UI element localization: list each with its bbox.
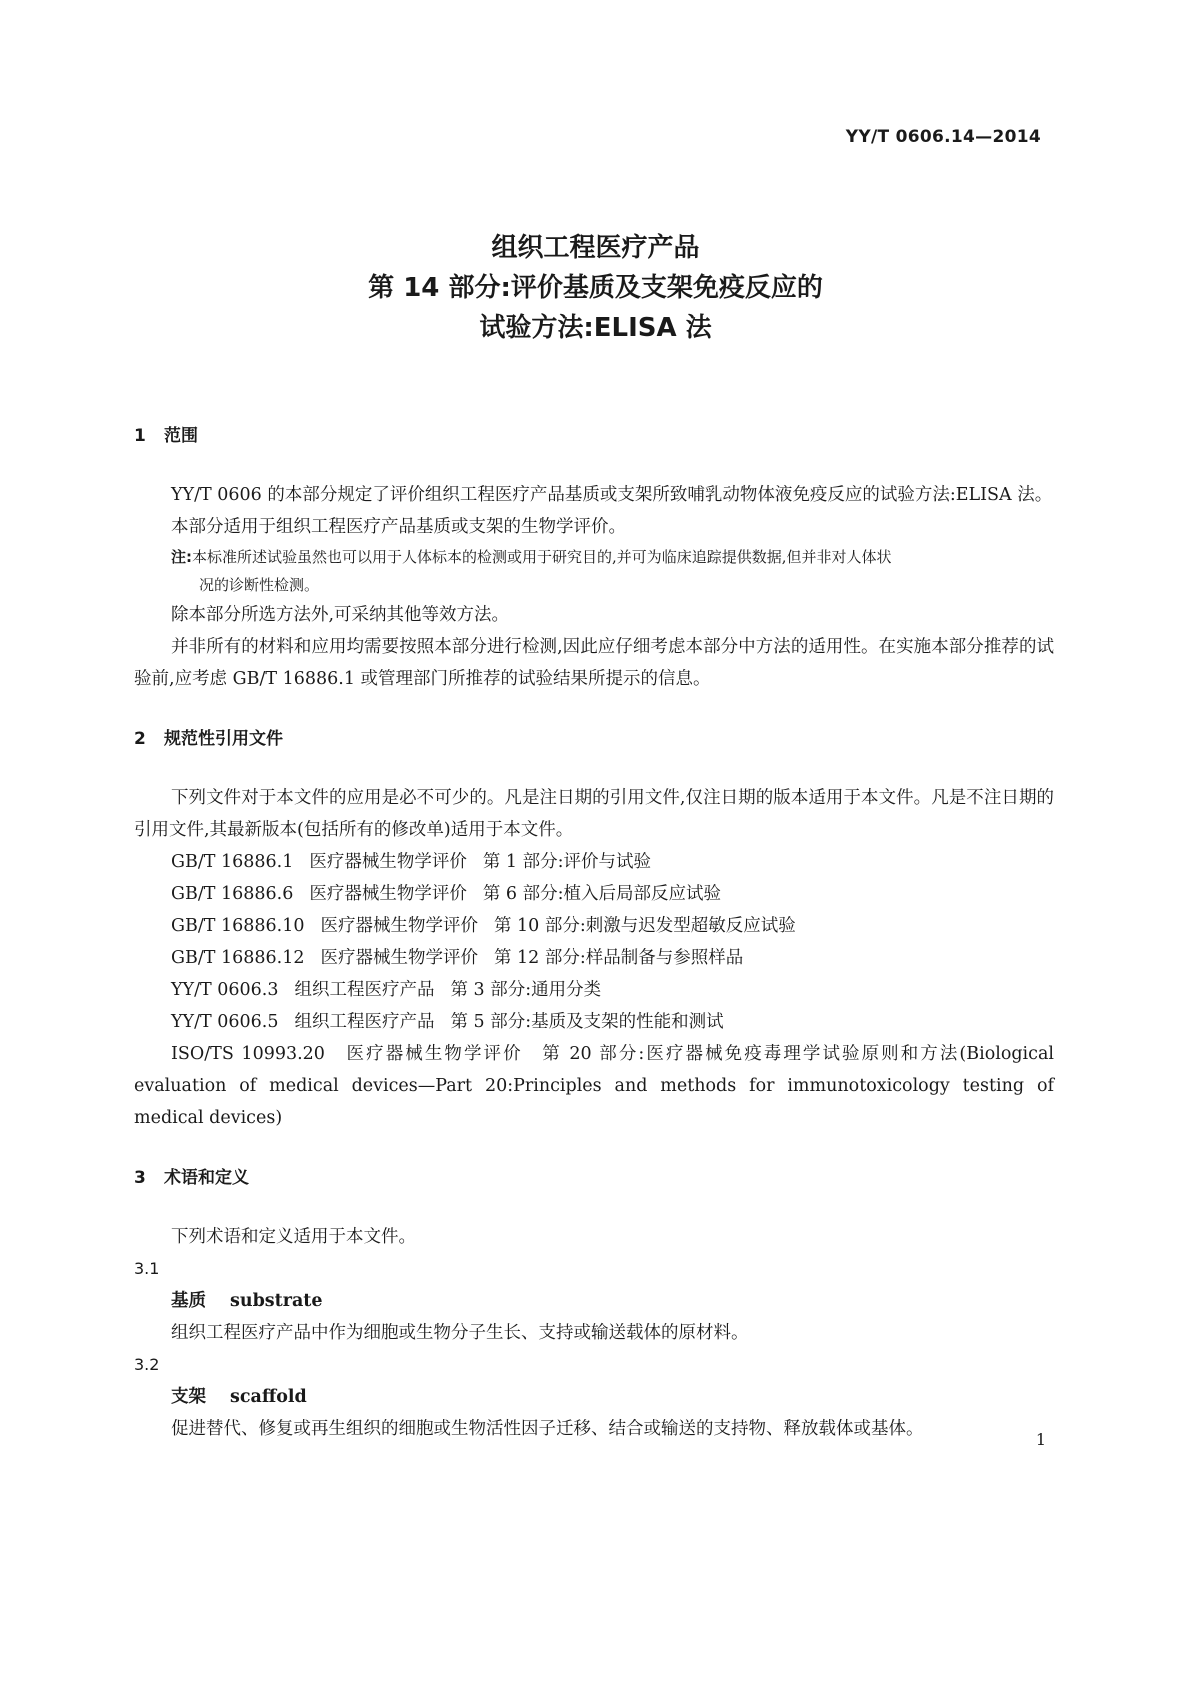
reference-item	[134, 942, 1054, 974]
reference-part: 第 10 部分:刺激与迟发型超敏反应试验	[493, 916, 796, 936]
reference-item	[134, 846, 1054, 878]
paragraph: 下列文件对于本文件的应用是必不可少的。凡是注日期的引用文件,仅注日期的版本适用于本文件。凡是不注日期的引用文件,其最新版本(包括所有的修改单)适用于本文件。	[134, 788, 1054, 840]
document-title	[0, 228, 1191, 348]
reference-code: YY/T 0606.3	[171, 980, 279, 1000]
paragraph: 除本部分所选方法外,可采纳其他等效方法。	[171, 605, 510, 625]
section-title: 规范性引用文件	[164, 729, 283, 749]
term-heading	[134, 1285, 1054, 1317]
term-number: 3.2	[134, 1355, 160, 1374]
reference-item	[134, 878, 1054, 910]
term-chinese: 基质	[171, 1291, 206, 1311]
reference-part: 第 6 部分:植入后局部反应试验	[482, 884, 721, 904]
section-terms-definitions	[134, 1162, 1054, 1445]
term-definition: 促进替代、修复或再生组织的细胞或生物活性因子迁移、结合或输送的支持物、释放载体或基体。	[171, 1419, 924, 1439]
reference-title: 组织工程医疗产品	[294, 1012, 435, 1032]
reference-code: GB/T 16886.1	[171, 852, 294, 872]
document-body	[134, 420, 1054, 1445]
reference-title: 医疗器械生物学评价	[309, 852, 467, 872]
reference-code: GB/T 16886.6	[171, 884, 294, 904]
term-definition: 组织工程医疗产品中作为细胞或生物分子生长、支持或输送载体的原材料。	[171, 1323, 749, 1343]
section-title: 术语和定义	[164, 1168, 249, 1188]
reference-title: 医疗器械生物学评价	[320, 916, 478, 936]
section-heading-scope	[134, 420, 1054, 452]
term-heading	[134, 1381, 1054, 1413]
paragraph: YY/T 0606 的本部分规定了评价组织工程医疗产品基质或支架所致哺乳动物体液免疫反应的试验方法:ELISA 法。	[171, 485, 1053, 505]
term-chinese: 支架	[171, 1387, 206, 1407]
note	[134, 543, 1054, 599]
section-number: 2	[134, 729, 146, 749]
term-entry	[134, 1349, 1054, 1445]
term-number: 3.1	[134, 1259, 160, 1278]
reference-code: GB/T 16886.10	[171, 916, 305, 936]
note-text: 本标准所述试验虽然也可以用于人体标本的检测或用于研究目的,并可为临床追踪提供数据,但并非对人体状	[192, 548, 892, 566]
section-normative-references	[134, 723, 1054, 1134]
reference-item	[134, 1006, 1054, 1038]
term-english: substrate	[230, 1291, 323, 1311]
reference-part: 第 5 部分:基质及支架的性能和测试	[450, 1012, 724, 1032]
reference-code: GB/T 16886.12	[171, 948, 305, 968]
note-text-continued: 况的诊断性检测。	[199, 576, 320, 594]
reference-code: YY/T 0606.5	[171, 1012, 279, 1032]
reference-part: 第 12 部分:样品制备与参照样品	[493, 948, 744, 968]
standard-code: YY/T 0606.14—2014	[845, 127, 1041, 147]
page-number: 1	[1035, 1430, 1046, 1449]
section-scope	[134, 420, 1054, 695]
section-title: 范围	[164, 426, 198, 446]
section-heading-normative-references	[134, 723, 1054, 755]
term-entry	[134, 1253, 1054, 1349]
section-heading-terms	[134, 1162, 1054, 1194]
note-label: 注:	[171, 548, 192, 566]
paragraph: 本部分适用于组织工程医疗产品基质或支架的生物学评价。	[171, 517, 626, 537]
term-english: scaffold	[230, 1387, 307, 1407]
section-number: 1	[134, 426, 146, 446]
reference-item	[134, 974, 1054, 1006]
section-number: 3	[134, 1168, 146, 1188]
reference-item	[134, 910, 1054, 942]
paragraph: 下列术语和定义适用于本文件。	[171, 1227, 416, 1247]
title-line-3: 试验方法:ELISA 法	[479, 313, 712, 343]
paragraph: 并非所有的材料和应用均需要按照本部分进行检测,因此应仔细考虑本部分中方法的适用性。在实施本部分推荐的试验前,应考虑 GB/T 16886.1 或管理部门所推荐的试验结果所提示的信息。	[134, 637, 1054, 689]
reference-title: 医疗器械生物学评价	[309, 884, 467, 904]
title-line-1: 组织工程医疗产品	[491, 233, 700, 263]
reference-item-iso: ISO/TS 10993.20 医疗器械生物学评价 第 20 部分:医疗器械免疫毒理学试验原则和方法(Biological evaluation of medical devices—Part 20:Principles and methods for immunotoxicology testing of medical devices)	[134, 1044, 1054, 1128]
reference-part: 第 1 部分:评价与试验	[482, 852, 651, 872]
reference-title: 组织工程医疗产品	[294, 980, 435, 1000]
reference-title: 医疗器械生物学评价	[320, 948, 478, 968]
title-line-2: 第 14 部分:评价基质及支架免疫反应的	[368, 273, 823, 303]
reference-part: 第 3 部分:通用分类	[450, 980, 602, 1000]
